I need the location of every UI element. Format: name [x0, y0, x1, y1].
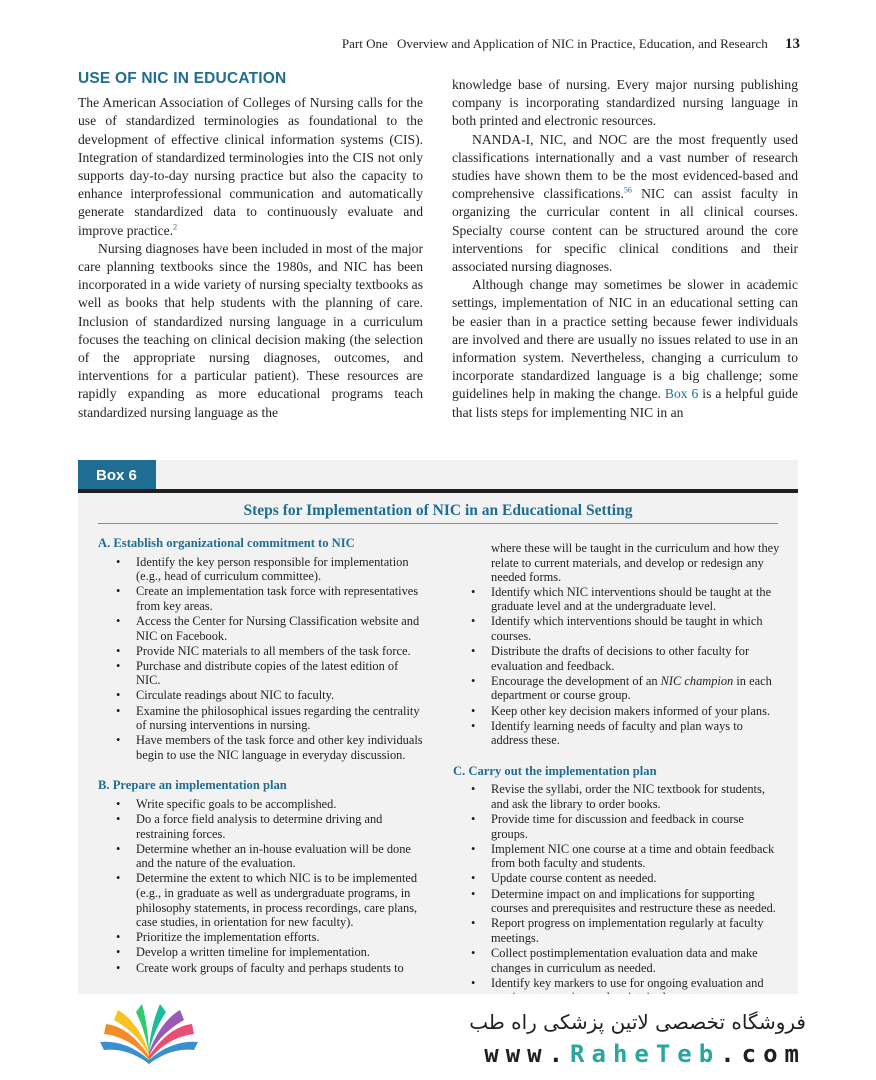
list-item-text: Prioritize the implementation efforts.: [136, 930, 320, 945]
list-item-text: Determine impact on and implications for supporting courses and prerequisites and restructure these as needed.: [491, 886, 776, 916]
list-item-text: Provide time for discussion and feedback in course groups.: [491, 812, 744, 841]
step-b-heading: B. Prepare an implementation plan: [98, 778, 287, 793]
bullet-icon: •: [116, 613, 121, 628]
box-top-rule: [78, 489, 798, 493]
list-item: [116, 871, 424, 929]
paragraph-text: The American Association of Colleges of Nursing calls for the use of standardized terminologies as foundational to the development of effective clinical information systems (CIS). Integration of standardized terminologies into the CIS not only supports day-to-day nursing practice but also the capacity to enhance interprofessional communication and automatically generate standardized data to continuously evaluate and improve practice.: [78, 95, 423, 238]
watermark-footer: [0, 994, 876, 1080]
bullet-icon: •: [471, 703, 476, 718]
shop-url[interactable]: [484, 1040, 806, 1068]
list-item: [116, 688, 424, 703]
list-item: [116, 584, 424, 613]
list-item-text: Distribute the drafts of decisions to other faculty for evaluation and feedback.: [491, 644, 750, 673]
bullet-icon: •: [471, 812, 476, 827]
list-item-text: Do a force field analysis to determine driving and restraining forces.: [136, 812, 383, 841]
bullet-icon: •: [116, 797, 121, 811]
list-item-text: Identify learning needs of faculty and plan ways to address these.: [491, 718, 743, 748]
list-item: [471, 674, 783, 703]
list-item-text: Identify which interventions should be taught in which courses.: [491, 614, 763, 644]
list-item: [116, 555, 424, 584]
shop-url-suffix: .com: [720, 1040, 806, 1068]
bullet-icon: •: [116, 841, 121, 856]
bullet-icon: •: [471, 614, 476, 629]
bullet-icon: •: [116, 703, 121, 718]
left-text-column: [78, 70, 423, 422]
list-item: [471, 842, 783, 871]
step-b-list-continued: [471, 585, 783, 748]
bullet-icon: •: [471, 644, 476, 659]
list-item-text: Update course content as needed.: [491, 871, 657, 886]
step-c-list: [471, 782, 783, 1004]
shop-name: فروشگاه تخصصی لاتین پزشکی راه طب: [469, 1010, 806, 1034]
list-item-text: Circulate readings about NIC to faculty.: [136, 688, 335, 703]
paragraph-text: NIC can assist faculty in organizing the curricular content in all clinical courses. Specialty course content can be structured around the core interventions for specific clinical conditions and their associated nursing diagnoses.: [452, 186, 798, 275]
bullet-icon: •: [471, 673, 476, 688]
bullet-icon: •: [116, 960, 121, 975]
list-item-text: Revise the syllabi, order the NIC textbook for students, and ask the library to order books.: [491, 782, 765, 811]
list-item-text: Develop a written timeline for implementation.: [136, 945, 370, 960]
list-item-text: Identify key markers to use for ongoing evaluation and: [491, 975, 764, 990]
list-item-text: Access the Center for Nursing Classification website and NIC on Facebook.: [136, 613, 420, 643]
running-head-part: Part One: [341, 36, 388, 51]
paragraph: [78, 94, 423, 240]
right-text-column: [452, 76, 798, 422]
list-item-text: Identify the key person responsible for implementation (e.g., head of curriculum committee).: [136, 554, 409, 584]
bullet-icon: •: [471, 718, 476, 733]
bullet-icon: •: [116, 930, 121, 945]
list-item-text: Purchase and distribute copies of the latest edition of NIC.: [136, 658, 399, 688]
list-item: [471, 812, 783, 841]
list-item-text: Implement NIC one course at a time and obtain feedback from both faculty and students.: [491, 841, 775, 871]
running-head: [0, 36, 800, 53]
bullet-icon: •: [471, 975, 476, 990]
paragraph: [452, 276, 798, 422]
list-item: [471, 614, 783, 643]
list-item: [116, 930, 424, 945]
shop-url-brand: RaheTeb: [570, 1040, 721, 1068]
list-item: [471, 782, 783, 811]
list-item-text: Collect postimplementation evaluation data and make changes in curriculum as needed.: [491, 945, 758, 975]
list-item: [471, 871, 783, 886]
list-item: [116, 945, 424, 960]
step-c-heading: C. Carry out the implementation plan: [453, 763, 657, 778]
bullet-icon: •: [116, 733, 121, 748]
list-item: [471, 585, 783, 614]
bullet-icon: •: [116, 658, 121, 673]
list-item-text: Identify which NIC interventions should be taught at the graduate level and at the undergraduate level.: [491, 584, 772, 614]
step-a-list: [116, 555, 424, 763]
paragraph-text: is a helpful guide that lists steps for implementing NIC in an: [452, 386, 799, 420]
bullet-icon: •: [116, 584, 121, 599]
list-item-text: Provide NIC materials to all members of the task force.: [136, 643, 411, 658]
list-item-text: Determine whether an in-house evaluation will be done and the nature of the evaluation.: [136, 841, 411, 871]
list-item: [116, 842, 424, 871]
list-item-text: Write specific goals to be accomplished.: [136, 797, 337, 811]
list-item: [116, 704, 424, 733]
bullet-icon: •: [471, 584, 476, 599]
reference-superscript: 2: [173, 222, 178, 232]
list-item: [116, 733, 424, 762]
step-a-heading: A. Establish organizational commitment to NIC: [98, 536, 355, 550]
running-head-title: Overview and Application of NIC in Practice, Education, and Research: [397, 36, 768, 51]
step-b-list: [116, 797, 424, 975]
bullet-icon: •: [471, 916, 476, 931]
list-item-emphasis: NIC champion: [660, 673, 734, 688]
paragraph: [452, 131, 798, 277]
box-label: Box 6: [78, 460, 156, 491]
list-item: [471, 946, 783, 975]
reference-superscript: 56: [623, 185, 632, 195]
list-item: [116, 614, 424, 643]
list-item-text: Create work groups of faculty and perhaps students to: [136, 960, 404, 975]
box-title: Steps for Implementation of NIC in an Educational Setting: [98, 502, 778, 524]
list-item-text: Have members of the task force and other key individuals begin to use the NIC language in everyday discussion.: [136, 733, 423, 762]
shop-url-prefix: www.: [484, 1040, 571, 1068]
bullet-icon: •: [471, 945, 476, 960]
paragraph: Nursing diagnoses have been included in most of the major care planning textbooks since the 1980s, and NIC has been incorporated in a wide variety of nursing specialty textbooks as well as books that help students with the planning of care. Inclusion of standardized nursing language in a curriculum focuses the teaching on clinical decision making (the selection of the appropriate nursing diagnoses, outcomes, and interventions for a particular patient). These resources are rapidly expanding as more educational programs teach standardized nursing language as the: [78, 240, 423, 420]
list-item: [116, 961, 424, 976]
list-item-text: Examine the philosophical issues regarding the centrality of nursing interventions in nursing.: [136, 703, 420, 733]
list-item-text: Report progress on implementation regularly at faculty meetings.: [491, 916, 764, 945]
list-item-continuation: where these will be taught in the curriculum and how they relate to current materials, and develop or redesign any needed forms.: [491, 541, 780, 585]
bullet-icon: •: [471, 782, 476, 797]
list-item-text: in each department or course group.: [491, 673, 772, 703]
box-6-link[interactable]: Box 6: [664, 386, 699, 402]
bullet-icon: •: [116, 812, 121, 827]
bullet-icon: •: [116, 945, 121, 960]
list-item: [471, 644, 783, 673]
bullet-icon: •: [471, 871, 476, 886]
section-heading: USE OF NIC IN EDUCATION: [78, 70, 287, 87]
paragraph: knowledge base of nursing. Every major nursing publishing company is incorporating standardized nursing language in both printed and electronic resources.: [452, 77, 798, 129]
bullet-icon: •: [471, 886, 476, 901]
list-item-text: Encourage the development of an: [491, 673, 661, 688]
list-item-text: Create an implementation task force with representatives from key areas.: [136, 584, 419, 613]
list-item: [116, 659, 424, 688]
list-item: [116, 797, 424, 812]
list-item-text: Determine the extent to which NIC is to be implemented (e.g., in graduate as well as undergraduate programs, in philosophy statements, in process recordings, care plans, case studies, in orientation for new faculty).: [136, 871, 418, 930]
list-item: [116, 644, 424, 659]
list-item: [116, 812, 424, 841]
bullet-icon: •: [116, 688, 121, 703]
bullet-icon: •: [116, 871, 121, 886]
bullet-icon: •: [471, 841, 476, 856]
list-item-text: Keep other key decision makers informed of your plans.: [491, 703, 771, 718]
list-item: [471, 719, 783, 748]
open-book-logo-icon: [96, 1000, 202, 1072]
bullet-icon: •: [116, 554, 121, 569]
box-right-column: [453, 541, 783, 1005]
list-item: [471, 916, 783, 945]
paragraph-text: Although change may sometimes be slower in academic settings, implementation of NIC in an educational setting can be easier than in a practice setting because fewer individuals are involved and there are usually no issues related to use in an information system. Nevertheless, changing a curriculum to incorporate standardized language is a big challenge; some guidelines help in making the change.: [452, 277, 798, 402]
paragraph-text: NANDA-I, NIC, and NOC are the most frequently used classifications internationally and a vast number of research studies have shown them to be the most evidenced-based and comprehensive classifications.: [452, 131, 798, 202]
page-number: 13: [785, 36, 800, 52]
bullet-icon: •: [116, 643, 121, 658]
list-item: [471, 704, 783, 719]
list-item: [471, 887, 783, 916]
box-6: [78, 460, 798, 996]
box-left-column: [98, 536, 424, 976]
